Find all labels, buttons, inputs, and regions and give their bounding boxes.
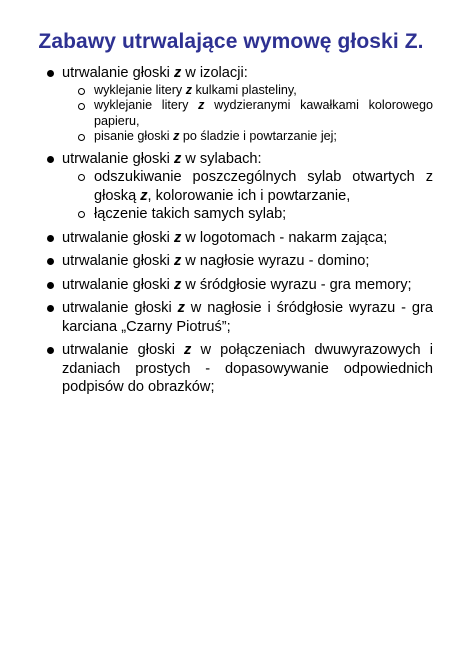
bullet-icon bbox=[47, 156, 54, 163]
letter-z: z bbox=[140, 187, 148, 204]
item-text: kulkami plasteliny, bbox=[191, 82, 297, 97]
circle-bullet-icon bbox=[78, 103, 85, 110]
letter-z: z bbox=[173, 229, 182, 246]
sub-list bbox=[62, 168, 433, 224]
list-item bbox=[45, 64, 433, 145]
letter-z: z bbox=[185, 82, 192, 97]
bullet-icon bbox=[47, 305, 54, 312]
sub-list-item bbox=[78, 98, 433, 129]
item-text: utrwalanie głoski bbox=[62, 150, 174, 167]
letter-z: z bbox=[177, 300, 185, 316]
list-item bbox=[45, 341, 433, 397]
item-text: w nagłosie wyrazu - domino; bbox=[181, 253, 370, 269]
sub-list-item bbox=[78, 129, 433, 145]
item-text: odszukiwanie poszczególnych sylab otwartych z głoską bbox=[94, 169, 433, 204]
list-item bbox=[45, 252, 433, 271]
list-item bbox=[45, 276, 433, 295]
item-text: utrwalanie głoski bbox=[62, 65, 174, 81]
item-text: w połączeniach dwuwyrazowych i zdaniach prostych - dopasowywanie odpowiednich podpisów do obrazków; bbox=[62, 342, 433, 395]
item-text: utrwalanie głoski bbox=[62, 253, 174, 269]
item-text: w nagłosie i śródgłosie wyrazu - gra karciana „Czarny Piotruś”; bbox=[62, 300, 433, 335]
sub-list-item bbox=[78, 83, 433, 99]
circle-bullet-icon bbox=[78, 134, 85, 141]
sub-list-item bbox=[78, 168, 433, 205]
letter-z: z bbox=[173, 276, 182, 293]
item-text: wyklejanie litery bbox=[94, 82, 186, 97]
letter-z: z bbox=[173, 129, 180, 143]
bullet-icon bbox=[47, 258, 54, 265]
item-text: , kolorowanie ich i powtarzanie, bbox=[147, 187, 351, 204]
item-text: utrwalanie głoski bbox=[62, 276, 174, 293]
bullet-icon bbox=[47, 347, 54, 354]
bullet-icon bbox=[47, 235, 54, 242]
item-text: w sylabach: bbox=[181, 150, 262, 167]
bullet-icon bbox=[47, 282, 54, 289]
item-text: w izolacji: bbox=[181, 65, 248, 81]
list-item bbox=[45, 229, 433, 248]
letter-z: z bbox=[173, 65, 182, 81]
item-text: łączenie takich samych sylab; bbox=[94, 206, 287, 222]
list-item bbox=[45, 150, 433, 224]
item-text: wydzieranymi kawałkami kolorowego papieru, bbox=[94, 98, 433, 128]
sub-list bbox=[62, 83, 433, 145]
circle-bullet-icon bbox=[78, 88, 85, 95]
item-text: w śródgłosie wyrazu - gra memory; bbox=[181, 276, 412, 293]
bullet-icon bbox=[47, 70, 54, 77]
circle-bullet-icon bbox=[78, 174, 85, 181]
list-item bbox=[45, 299, 433, 336]
item-text: utrwalanie głoski bbox=[62, 342, 185, 358]
letter-z: z bbox=[173, 253, 182, 269]
item-text: w logotomach - nakarm zająca; bbox=[181, 229, 388, 246]
item-text: wyklejanie litery bbox=[94, 98, 199, 112]
page-title: Zabawy utrwalające wymowę głoski Z. bbox=[38, 30, 424, 53]
item-text: po śladzie i powtarzanie jej; bbox=[179, 129, 337, 143]
item-text: utrwalanie głoski bbox=[62, 229, 174, 246]
sub-list-item bbox=[78, 205, 433, 224]
letter-z: z bbox=[173, 150, 182, 167]
activity-list bbox=[45, 64, 433, 402]
item-text: utrwalanie głoski bbox=[62, 300, 178, 316]
item-text: pisanie głoski bbox=[94, 129, 174, 143]
letter-z: z bbox=[184, 342, 192, 358]
circle-bullet-icon bbox=[78, 211, 85, 218]
letter-z: z bbox=[198, 98, 205, 112]
